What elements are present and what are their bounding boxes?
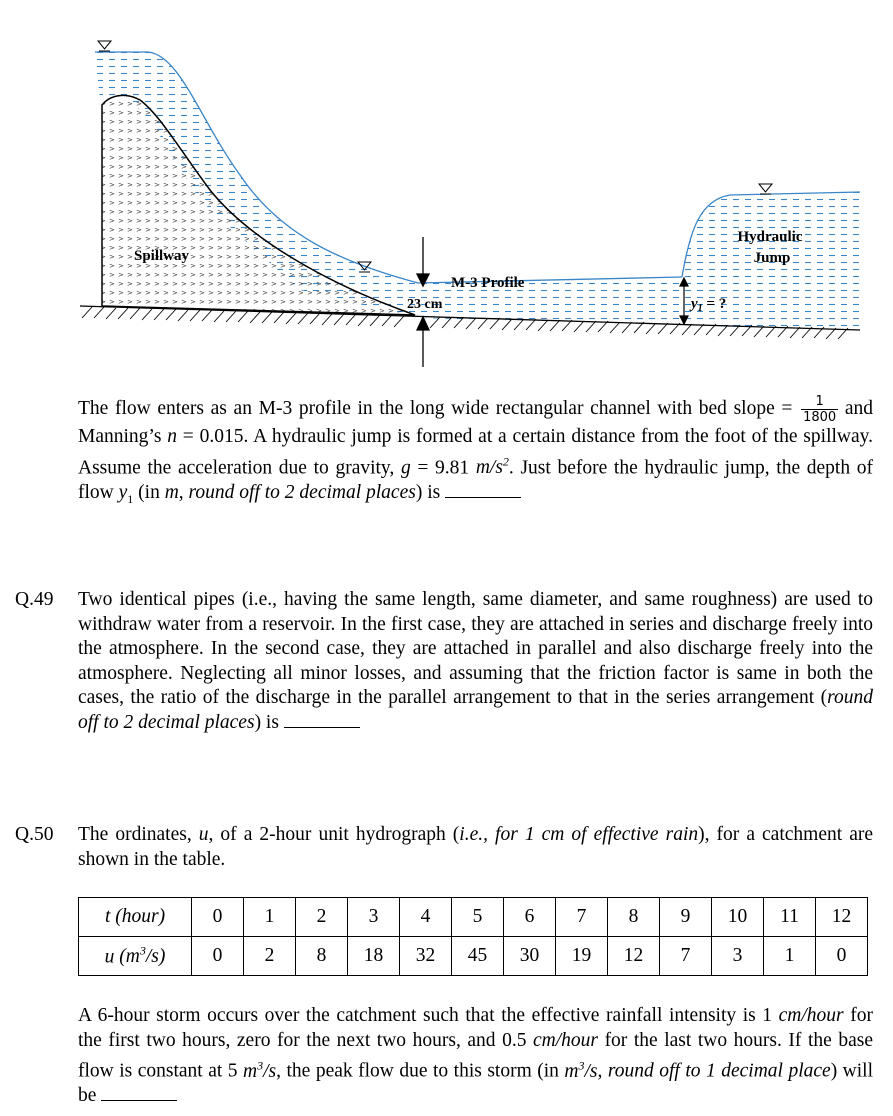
unit-hydrograph-table — [78, 897, 868, 976]
table-cell: 10 — [712, 898, 764, 937]
table-cell: 18 — [348, 937, 400, 976]
table-cell: 6 — [504, 898, 556, 937]
depth-label: 23 cm — [407, 297, 443, 312]
question-number-q50: Q.50 — [15, 824, 54, 845]
q50-storm-text: A 6-hour storm occurs over the catchment such that the effective rainfall intensity is 1 cm/hour for the first two hours, zero for the next two hours, and 0.5 cm/hour for the last two hours. If the base flow is constant at 5 $m^3/s$, the peak flow due to this storm (in $m^3/s$, round off to 1 decimal place) will be — [78, 1005, 874, 1106]
table-cell: 1 — [764, 937, 816, 976]
table-cell: 0 — [192, 937, 244, 976]
slope-fraction: $\frac{1}{1800}$ — [803, 394, 837, 425]
answer-blank-q48 — [445, 483, 521, 498]
table-cell: 0 — [192, 898, 244, 937]
q48-text: The flow enters as an M-3 profile in the long wide rectangular channel with bed slope = $\frac{1}{1800}$ and Manning’s n = 0.015. A hydraulic jump is formed at a certain distance from the foot of the spillway. Assume the acceleration due to gravity, g = 9.81 $m/s^2$. Just before the hydraulic jump, the depth of flow $y_1$ (in m, round off to 2 decimal places) is — [78, 394, 873, 506]
table-row-u — [79, 937, 868, 976]
table-cell: 4 — [400, 898, 452, 937]
table-cell: 9 — [660, 898, 712, 937]
question-number-q49: Q.49 — [15, 589, 54, 610]
table-cell: 32 — [400, 937, 452, 976]
table-cell: 5 — [452, 898, 504, 937]
m3-profile-label: M-3 Profile — [451, 275, 525, 291]
table-cell: 12 — [608, 937, 660, 976]
table-header-u: u $(m^3/s)$ — [79, 937, 192, 976]
q50-intro: The ordinates, u, of a 2-hour unit hydrograph (i.e., for 1 cm of effective rain), for a catchment are shown in the table. — [78, 824, 873, 870]
y1-label: $y_1$ = ? — [691, 296, 727, 314]
q49-text: Two identical pipes (i.e., having the same length, same diameter, and same roughness) are used to withdraw water from a reservoir. In the first case, they are attached in series and discharge freely into the atmosphere. In the second case, they are attached in parallel and also discharge freely into the atmosphere. Neglecting all minor losses, and assuming that the friction factor is same in both the cases, the ratio of the discharge in the parallel arrangement to that in the series arrangement (round off to 2 decimal places) is — [78, 589, 873, 733]
hydraulic-jump-label-1: Hydraulic — [737, 229, 803, 245]
table-cell: 8 — [608, 898, 660, 937]
answer-blank-q49 — [284, 713, 360, 728]
table-cell: 30 — [504, 937, 556, 976]
table-cell: 3 — [348, 898, 400, 937]
table-header-t: t (hour) — [79, 898, 192, 937]
table-cell: 3 — [712, 937, 764, 976]
table-cell: 8 — [296, 937, 348, 976]
table-cell: 7 — [660, 937, 712, 976]
table-cell: 2 — [296, 898, 348, 937]
hydraulic-jump-label-2: Jump — [753, 250, 791, 266]
spillway-diagram — [0, 0, 893, 380]
table-cell: 0 — [816, 937, 868, 976]
table-cell: 11 — [764, 898, 816, 937]
spillway-label: Spillway — [134, 248, 190, 264]
table-cell: 7 — [556, 898, 608, 937]
table-cell: 1 — [244, 898, 296, 937]
table-cell: 19 — [556, 937, 608, 976]
water-level-symbol-upstream — [98, 41, 111, 51]
table-cell: 12 — [816, 898, 868, 937]
table-cell: 45 — [452, 937, 504, 976]
table-row-t — [79, 898, 868, 937]
water-level-symbol-jump — [759, 184, 772, 194]
answer-blank-q50 — [101, 1086, 177, 1101]
table-cell: 2 — [244, 937, 296, 976]
